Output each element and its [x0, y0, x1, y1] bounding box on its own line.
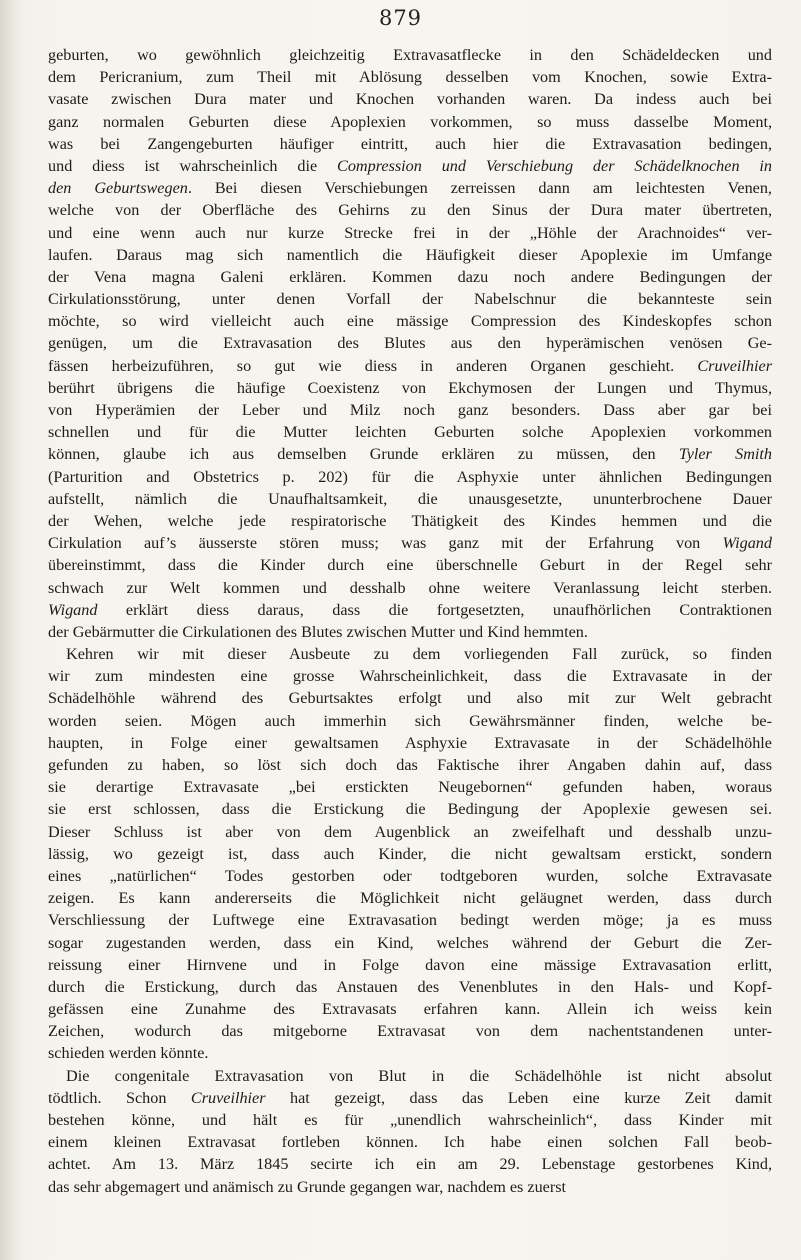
text-line: reissung einer Hirnvene und in Folge davon eine mässige Extravasation erlitt, — [48, 955, 772, 974]
text-line: Wigand erklärt diess daraus, dass die fortgesetzten, unaufhörlichen Contraktionen — [48, 600, 772, 619]
text-line: achtet. Am 13. März 1845 secirte ich ein am 29. Lebenstage gestorbenes Kind, — [48, 1155, 772, 1174]
paragraph-1 — [48, 44, 772, 643]
text-line: fässen herbeizuführen, so gut wie diess in anderen Organen geschieht. Cruveilhier — [48, 356, 772, 375]
text-line: durch die Erstickung, durch das Anstauen des Venenblutes in den Hals- und Kopf- — [48, 977, 772, 996]
text-line: übereinstimmt, dass die Kinder durch eine überschnelle Geburt in der Regel sehr — [48, 556, 772, 575]
text-line: berührt übrigens die häufige Coexistenz von Ekchymosen der Lungen und Thymus, — [48, 378, 772, 397]
text-line: bestehen könne, und hält es für „unendlich wahrscheinlich“, dass Kinder mit — [48, 1111, 772, 1129]
paragraph-3 — [48, 1065, 772, 1198]
text-line: wir zum mindesten eine grosse Wahrscheinlichkeit, dass die Extravasate in der — [48, 667, 772, 686]
text-line: der Gebärmutter die Cirkulationen des Blutes zwischen Mutter und Kind hemmten. — [48, 622, 588, 641]
text-line: aufstellt, nämlich die Unaufhaltsamkeit, die unausgesetzte, ununterbrochene Dauer — [48, 489, 772, 508]
text-line: können, glaube ich aus demselben Grunde erklären zu müssen, den Tyler Smith — [48, 445, 772, 464]
text-line: möchte, so wird vielleicht auch eine mässige Compression des Kindeskopfes schon — [48, 312, 772, 331]
text-line: Die congenitale Extravasation von Blut in die Schädelhöhle ist nicht absolut — [66, 1066, 772, 1085]
text-line: der Vena magna Galeni erklären. Kommen dazu noch andere Bedingungen der — [48, 267, 772, 286]
text-line: sie erst schlossen, dass die Erstickung die Bedingung der Apoplexie gewesen sei. — [48, 800, 772, 819]
body-text — [48, 44, 772, 1198]
text-line: Verschliessung der Luftwege eine Extravasation bedingt werden möge; ja es muss — [48, 911, 772, 930]
text-line: schieden werden könnte. — [48, 1044, 209, 1063]
text-line: zeigen. Es kann andererseits die Möglichkeit nicht geläugnet werden, dass durch — [48, 889, 772, 908]
text-line: sogar zugestanden werden, dass ein Kind, welches während der Geburt die Zer- — [48, 933, 772, 952]
text-line: Schädelhöhle während des Geburtsaktes erfolgt und also mit zur Welt gebracht — [48, 689, 772, 708]
text-line: Cirkulationsstörung, unter denen Vorfall der Nabelschnur die bekannteste sein — [48, 290, 772, 309]
text-line: tödtlich. Schon Cruveilhier hat gezeigt, dass das Leben eine kurze Zeit damit — [48, 1088, 772, 1107]
text-line: haupten, in Folge einer gewaltsamen Asphyxie Extravasate in der Schädelhöhle — [48, 733, 772, 752]
text-line: sie derartige Extravasate „bei erstickten Neugebornen“ gefunden haben, woraus — [48, 778, 772, 797]
text-line: gefunden zu haben, so löst sich doch das Faktische ihrer Angaben dahin auf, dass — [48, 756, 772, 774]
text-line: von Hyperämien der Leber und Milz noch ganz besonders. Dass aber gar bei — [48, 401, 772, 419]
text-line: dem Pericranium, zum Theil mit Ablösung desselben vom Knochen, sowie Extra- — [48, 68, 772, 87]
text-line: und eine wenn auch nur kurze Strecke frei in der „Höhle der Arachnoides“ ver- — [48, 223, 772, 242]
text-line: geburten, wo gewöhnlich gleichzeitig Extravasatflecke in den Schädeldecken und — [48, 46, 772, 64]
text-line: Cirkulation auf’s äusserste stören muss; was ganz mit der Erfahrung von Wigand — [48, 534, 772, 553]
text-line: Zeichen, wodurch das mitgeborne Extravasat von dem nachentstandenen unter- — [48, 1022, 772, 1041]
binding-shadow — [0, 0, 22, 1260]
text-line: Dieser Schluss ist aber von dem Augenblick an zweifelhaft und desshalb unzu- — [48, 822, 772, 841]
text-line: worden seien. Mögen auch immerhin sich Gewährsmänner finden, welche be- — [48, 711, 772, 730]
text-line: schnellen und für die Mutter leichten Geburten solche Apoplexien vorkommen — [48, 423, 772, 442]
text-line: eines „natürlichen“ Todes gestorben oder todtgeboren wurden, solche Extravasate — [48, 866, 772, 885]
text-line: vasate zwischen Dura mater und Knochen vorhanden waren. Da indess auch bei — [48, 90, 772, 109]
text-line: laufen. Daraus mag sich namentlich die Häufigkeit dieser Apoplexie im Umfange — [48, 245, 772, 264]
text-line: gefässen eine Zunahme des Extravasats erfahren kann. Allein ich weiss kein — [48, 1000, 772, 1019]
text-line: welche von der Oberfläche des Gehirns zu den Sinus der Dura mater übertreten, — [48, 201, 772, 220]
text-line: einem kleinen Extravasat fortleben können. Ich habe einen solchen Fall beob- — [48, 1133, 772, 1152]
text-line: den Geburtswegen. Bei diesen Verschiebungen zerreissen dann am leichtesten Venen, — [48, 179, 772, 198]
text-line: (Parturition and Obstetrics p. 202) für die Asphyxie unter ähnlichen Bedingungen — [48, 467, 772, 486]
text-line: schwach zur Welt kommen und desshalb ohne weitere Veranlassung leicht sterben. — [48, 578, 772, 597]
text-line: das sehr abgemagert und anämisch zu Grunde gegangen war, nachdem es zuerst — [48, 1177, 567, 1196]
text-line: was bei Zangengeburten häufiger eintritt, auch hier die Extravasation bedingen, — [48, 134, 772, 153]
text-line: genügen, um die Extravasation des Blutes aus den hyperämischen venösen Ge- — [48, 334, 772, 353]
text-line: der Wehen, welche jede respiratorische Thätigkeit des Kindes hemmen und die — [48, 511, 772, 530]
paragraph-2 — [48, 643, 772, 1065]
text-line: und diess ist wahrscheinlich die Compression und Verschiebung der Schädelknochen in — [48, 156, 772, 175]
text-line: ganz normalen Geburten diese Apoplexien vorkommen, so muss dasselbe Moment, — [48, 112, 772, 131]
text-line: Kehren wir mit dieser Ausbeute zu dem vorliegenden Fall zurück, so finden — [66, 645, 772, 664]
page-number: 879 — [378, 6, 423, 30]
text-line: lässig, wo gezeigt ist, dass auch Kinder, die nicht gewaltsam erstickt, sondern — [48, 844, 772, 863]
